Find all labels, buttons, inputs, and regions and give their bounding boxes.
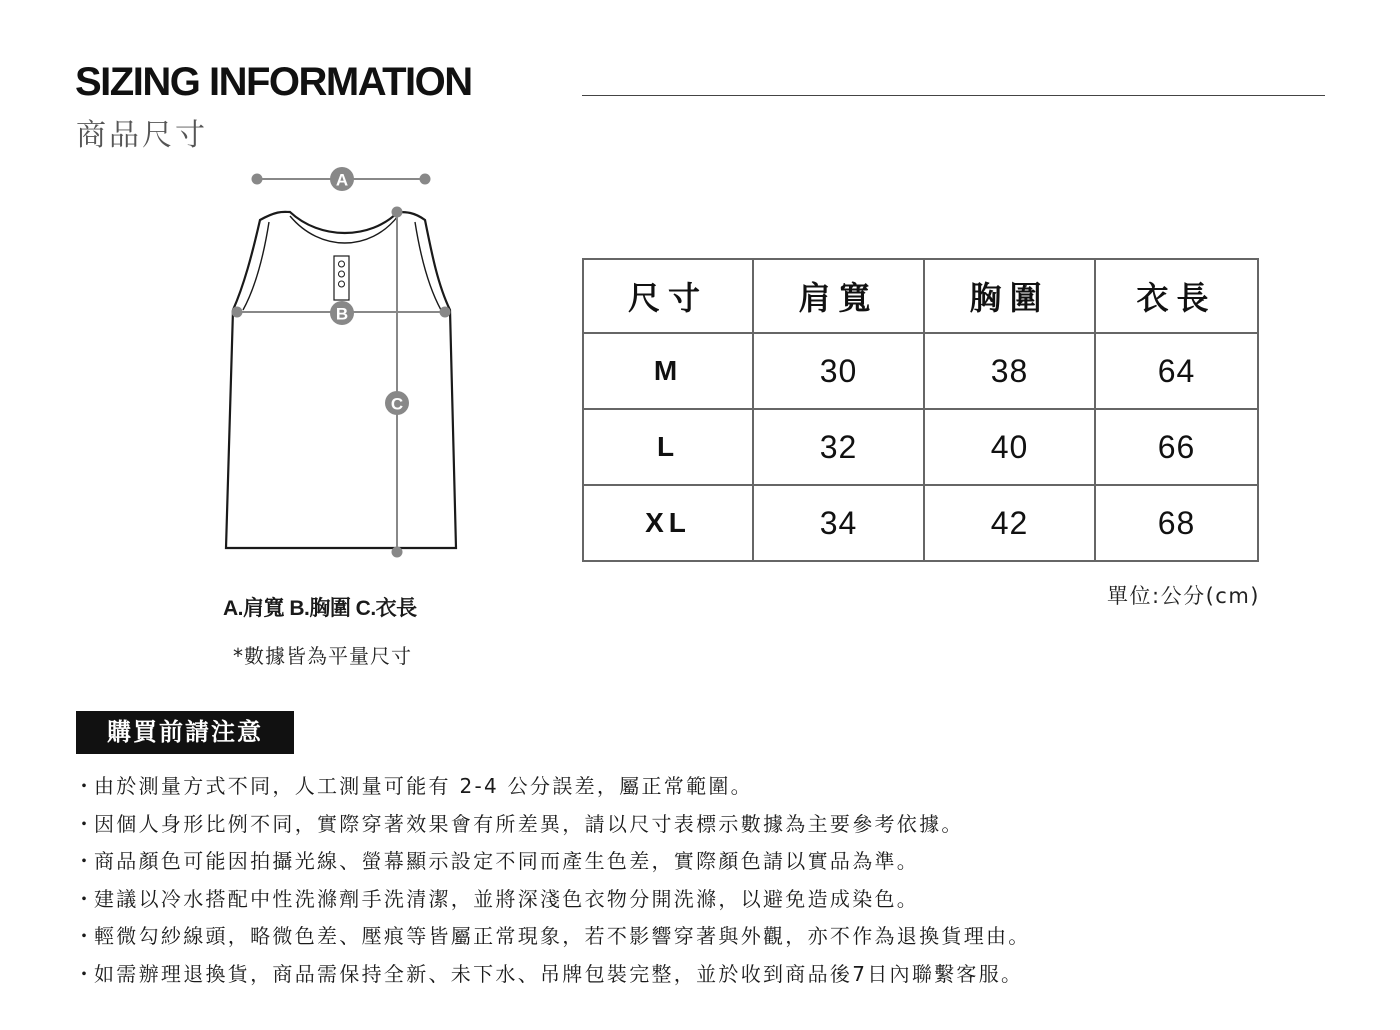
size-cell: L bbox=[583, 409, 753, 485]
shoulder-cell: 32 bbox=[753, 409, 924, 485]
notice-text: 商品顏色可能因拍攝光線、螢幕顯示設定不同而產生色差，實際顏色請以實品為準。 bbox=[94, 849, 920, 873]
length-cell: 64 bbox=[1095, 333, 1258, 409]
length-cell: 66 bbox=[1095, 409, 1258, 485]
size-cell: M bbox=[583, 333, 753, 409]
list-item bbox=[74, 956, 1031, 994]
measurement-legend: A.肩寬 B.胸圍 C.衣長 bbox=[223, 597, 417, 620]
measurement-footnote: *數據皆為平量尺寸 bbox=[233, 644, 412, 668]
list-item bbox=[74, 881, 1031, 919]
header-shoulder: 肩寬 bbox=[753, 259, 924, 333]
shoulder-cell: 30 bbox=[753, 333, 924, 409]
bullet-icon: ・ bbox=[74, 886, 97, 911]
notice-list bbox=[74, 768, 1031, 993]
notice-text: 輕微勾紗線頭，略微色差、壓痕等皆屬正常現象，若不影響穿著與外觀，亦不作為退換貨理由。 bbox=[94, 924, 1031, 948]
table-row bbox=[583, 409, 1258, 485]
table-row bbox=[583, 333, 1258, 409]
header-chest: 胸圍 bbox=[924, 259, 1095, 333]
measure-endpoint-icon bbox=[420, 174, 431, 185]
unit-label: 單位:公分(cm) bbox=[1107, 584, 1260, 608]
list-item bbox=[74, 806, 1031, 844]
shoulder-cell: 34 bbox=[753, 485, 924, 561]
notice-text: 因個人身形比例不同，實際穿著效果會有所差異，請以尺寸表標示數據為主要參考依據。 bbox=[94, 811, 964, 836]
bullet-icon: ・ bbox=[74, 924, 97, 948]
page-title: SIZING INFORMATION bbox=[75, 60, 472, 104]
title-divider bbox=[582, 95, 1325, 96]
chest-cell: 38 bbox=[924, 333, 1095, 409]
table-header-row bbox=[583, 259, 1258, 333]
measure-endpoint-icon bbox=[392, 207, 403, 218]
page-subtitle: 商品尺寸 bbox=[76, 118, 208, 153]
bullet-icon: ・ bbox=[74, 774, 97, 798]
header-size: 尺寸 bbox=[583, 259, 753, 333]
marker-c-label: C bbox=[390, 394, 404, 414]
measure-endpoint-icon bbox=[232, 307, 243, 318]
notice-text: 由於測量方式不同，人工測量可能有 2-4 公分誤差，屬正常範圍。 bbox=[94, 774, 753, 798]
list-item bbox=[74, 768, 1031, 806]
bullet-icon: ・ bbox=[74, 961, 97, 986]
marker-b-label: B bbox=[335, 304, 349, 324]
list-item bbox=[74, 843, 1031, 881]
list-item bbox=[74, 918, 1031, 956]
bullet-icon: ・ bbox=[74, 811, 97, 836]
size-table bbox=[582, 258, 1259, 562]
notice-text: 如需辦理退換貨，商品需保持全新、未下水、吊牌包裝完整，並於收到商品後7日內聯繫客服。 bbox=[94, 961, 1024, 986]
header-length: 衣長 bbox=[1095, 259, 1258, 333]
notice-text: 建議以冷水搭配中性洗滌劑手洗清潔，並將深淺色衣物分開洗滌，以避免造成染色。 bbox=[94, 886, 920, 911]
size-cell: XL bbox=[583, 485, 753, 561]
notice-heading: 購買前請注意 bbox=[76, 711, 294, 754]
marker-a-label: A bbox=[335, 170, 349, 190]
measure-endpoint-icon bbox=[392, 547, 403, 558]
chest-cell: 40 bbox=[924, 409, 1095, 485]
bullet-icon: ・ bbox=[74, 849, 97, 873]
measure-endpoint-icon bbox=[440, 307, 451, 318]
length-cell: 68 bbox=[1095, 485, 1258, 561]
tank-top-diagram bbox=[220, 160, 470, 570]
measure-endpoint-icon bbox=[252, 174, 263, 185]
chest-cell: 42 bbox=[924, 485, 1095, 561]
table-row bbox=[583, 485, 1258, 561]
